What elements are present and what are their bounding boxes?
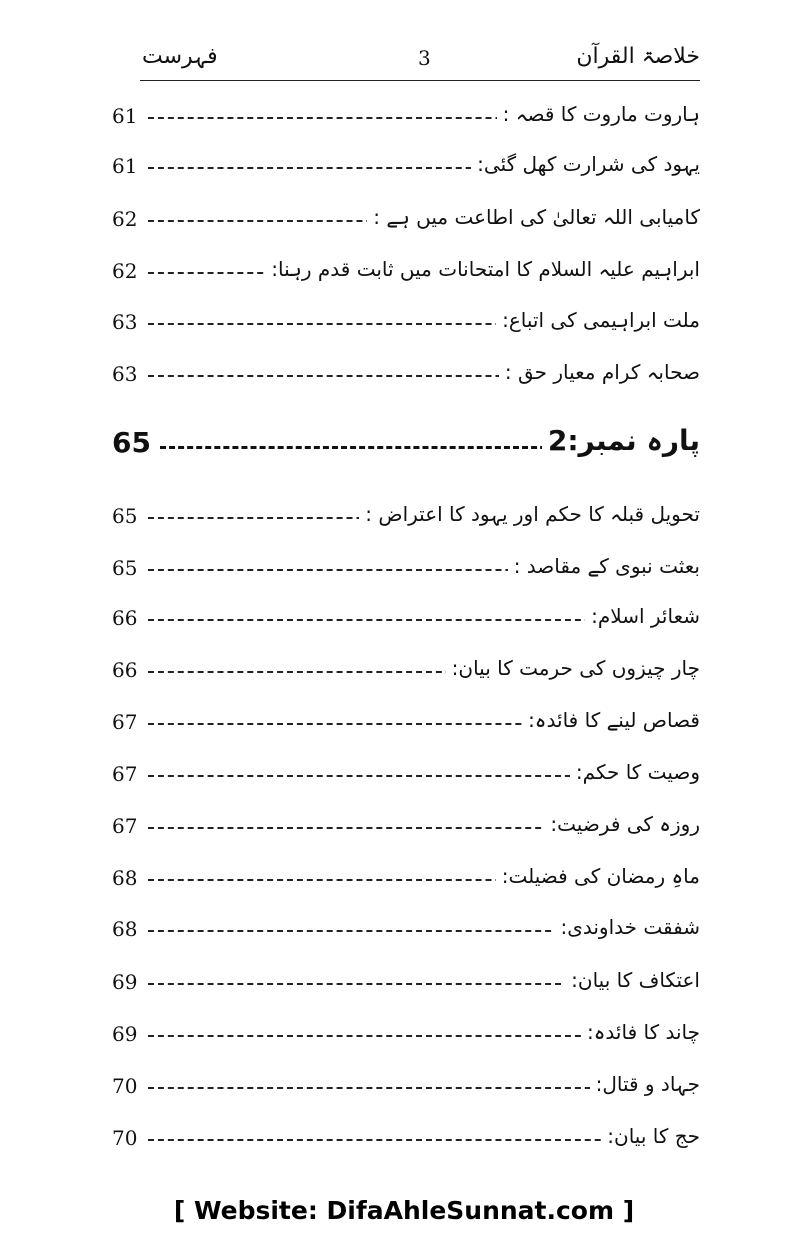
toc-entry[interactable]: [112, 652, 700, 692]
toc-entry[interactable]: [112, 911, 700, 951]
toc-entry[interactable]: [112, 98, 700, 138]
entry-page: 67: [112, 710, 138, 734]
entry-page: 62: [112, 207, 138, 231]
entry-page: 65: [112, 556, 138, 580]
entry-page: 67: [112, 814, 138, 838]
toc-entry[interactable]: [112, 498, 700, 538]
toc-entry[interactable]: [112, 964, 700, 1004]
entry-title: شعائر اسلام:: [585, 604, 700, 628]
toc-entry[interactable]: [112, 756, 700, 796]
toc-entry[interactable]: [112, 704, 700, 744]
chapter-heading[interactable]: [112, 424, 700, 472]
entry-title: قصاص لینے کا فائدہ:: [522, 708, 700, 732]
entry-title: ابراہیم علیہ السلام کا امتحانات میں ثابت قدم رہنا:: [265, 257, 700, 281]
entry-title: چاند کا فائدہ:: [581, 1020, 700, 1044]
toc-entry[interactable]: [112, 600, 700, 640]
entry-page: 67: [112, 762, 138, 786]
entry-title: روزہ کی فرضیت:: [544, 812, 700, 836]
entry-title: حج کا بیان:: [601, 1124, 700, 1148]
page-number: 3: [418, 46, 431, 70]
entry-title: شفقت خداوندی:: [554, 915, 700, 939]
entry-title: ملت ابراہیمی کی اتباع:: [496, 308, 700, 332]
entry-page: 70: [112, 1126, 138, 1150]
entry-page: 66: [112, 658, 138, 682]
entry-page: 66: [112, 606, 138, 630]
toc-entry[interactable]: [112, 550, 700, 590]
toc-entry[interactable]: [112, 860, 700, 900]
entry-title: تحویل قبلہ کا حکم اور یہود کا اعتراض :: [359, 502, 700, 526]
entry-page: 61: [112, 104, 138, 128]
entry-page: 70: [112, 1074, 138, 1098]
entry-page: 62: [112, 259, 138, 283]
entry-page: 68: [112, 917, 138, 941]
entry-title: صحابہ کرام معیار حق :: [499, 360, 700, 384]
toc-entry[interactable]: [112, 1120, 700, 1160]
entry-page: 61: [112, 154, 138, 178]
toc-entry[interactable]: [112, 304, 700, 344]
entry-title: ماہِ رمضان کی فضیلت:: [496, 864, 700, 888]
entry-page: 68: [112, 866, 138, 890]
entry-title: چار چیزوں کی حرمت کا بیان:: [446, 656, 700, 680]
chapter-page: 65: [112, 426, 151, 459]
toc-entry[interactable]: [112, 201, 700, 241]
page-header: [140, 40, 700, 81]
entry-title: یہود کی شرارت کھل گئی:: [471, 152, 700, 176]
toc-entry[interactable]: [112, 1068, 700, 1108]
entry-page: 69: [112, 970, 138, 994]
entry-page: 63: [112, 362, 138, 386]
entry-title: ہاروت ماروت کا قصہ :: [497, 102, 700, 126]
website-footer: [ Website: DifaAhleSunnat.com ]: [173, 1196, 635, 1225]
entry-page: 69: [112, 1022, 138, 1046]
entry-title: جہاد و قتال:: [590, 1072, 700, 1096]
section-title: فہرست: [142, 44, 218, 69]
chapter-title: پارہ نمبر:2: [542, 424, 700, 457]
entry-page: 63: [112, 310, 138, 334]
toc-entry[interactable]: [112, 1016, 700, 1056]
toc-entry[interactable]: [112, 356, 700, 396]
toc-entry[interactable]: [112, 253, 700, 293]
toc-entry[interactable]: [112, 148, 700, 188]
book-title: خلاصۃ القرآن: [576, 44, 700, 69]
entry-page: 65: [112, 504, 138, 528]
entry-title: اعتکاف کا بیان:: [565, 968, 700, 992]
entry-title: کامیابی اللہ تعالیٰ کی اطاعت میں ہے :: [367, 205, 700, 229]
entry-title: وصیت کا حکم:: [570, 760, 700, 784]
toc-entry[interactable]: [112, 808, 700, 848]
entry-title: بعثت نبوی کے مقاصد :: [508, 554, 700, 578]
